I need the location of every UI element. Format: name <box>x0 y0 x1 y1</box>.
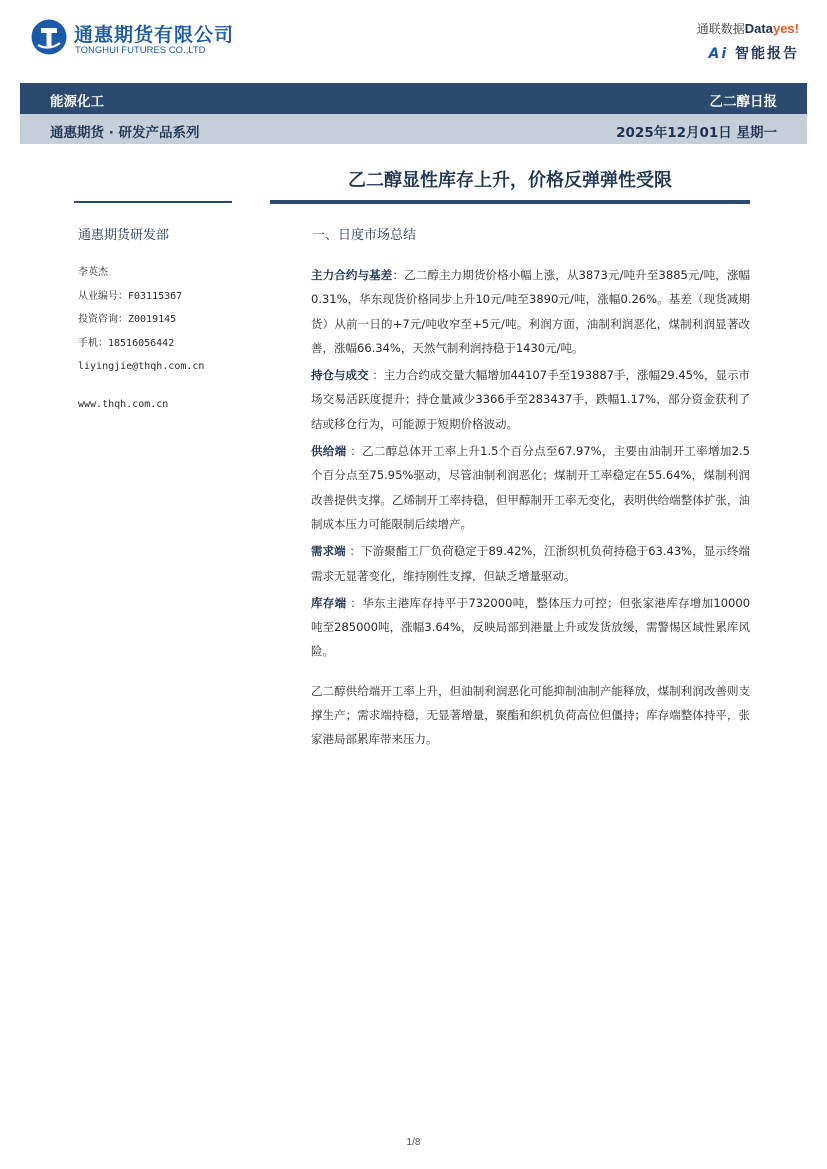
brand-prefix: 通联数据 <box>696 22 745 36</box>
tonghui-logo-icon <box>30 18 68 56</box>
brand-data: Data <box>744 21 773 36</box>
ai-report-label <box>639 43 799 63</box>
paragraph-label: 持仓与成交 <box>311 368 369 383</box>
paragraph-contract-basis <box>311 263 750 360</box>
page-number: 1/8 <box>406 1137 421 1148</box>
email-link[interactable]: liyingjie@thqh.com.cn <box>78 361 205 372</box>
paragraph-label: 主力合约与基差 <box>311 268 393 282</box>
paragraph-text: ：乙二醇主力期货价格小幅上涨，从3873元/吨升至3885元/吨，涨幅0.31%，华东现货价格同步上升10元/吨至3890元/吨，涨幅0.26%。基差（现货减期货）从前一日的+7元/吨收窄至+5元/吨。利润方面，油制利润恶化，煤制利润显著改善，涨幅66.34%，天然气制利润持稳于1430元/吨。 <box>311 268 751 355</box>
consult-number: 投资咨询：Z0019145 <box>78 314 177 325</box>
department-name: 通惠期货研发部 <box>78 228 170 243</box>
datayes-brand <box>639 20 799 63</box>
summary-paragraph: 乙二醇供给端开工率上升，但油制利润恶化可能抑制油制产能释放，煤制利润改善则支撑生产；需求端持稳，无显著增量，聚酯和织机负荷高位但僵持；库存端整体持平，张家港局部累库带来压力。 <box>311 683 750 747</box>
category-band <box>20 83 807 114</box>
paragraph-text: ：乙二醇总体开工率上升1.5个百分点至67.97%，主要由油制开工率增加2.5个百分点至75.95%驱动，尽管油制利润恶化；煤制开工率稳定在55.64%，煤制利润改善提供支撑。乙烯制开工率持稳，但甲醇制开工率无变化，表明供给端整体扩张，油制成本压力可能限制后续增产。 <box>311 444 750 531</box>
datayes-logo <box>639 20 799 37</box>
category-label: 能源化工 <box>50 94 104 110</box>
sidebar-divider <box>74 201 232 203</box>
company-logo <box>30 18 235 58</box>
paragraph-demand <box>311 539 750 588</box>
paragraph-label: 库存端 <box>311 595 347 610</box>
paragraph-label: 需求端 <box>311 544 346 559</box>
paragraph-position-volume <box>311 363 750 436</box>
company-name-cn: 通惠期货有限公司 <box>74 24 235 46</box>
report-type-label: 乙二醇日报 <box>709 94 777 110</box>
market-summary <box>311 263 750 755</box>
paragraph-text: ：主力合约成交量大幅增加44107手至193887手，涨幅29.45%，显示市场交易活跃度提升；持仓量减少3366手至283437手，跌幅1.17%，部分资金获利了结或移仓行为，可能源于短期价格波动。 <box>311 368 750 431</box>
license-number: 从业编号：F03115367 <box>78 290 183 302</box>
report-date: 2025年12月01日 星期一 <box>616 125 777 141</box>
paragraph-label: 供给端 <box>311 444 347 459</box>
analyst-name: 李英杰 <box>78 267 108 278</box>
brand-report: 智能报告 <box>735 46 799 62</box>
paragraph-supply <box>311 439 750 536</box>
company-name-en: TONGHUI FUTURES CO.,LTD <box>75 45 206 56</box>
paragraph-text: ：华东主港库存持平于732000吨，整体压力可控；但张家港库存增加10000吨至285000吨，涨幅3.64%，反映局部到港量上升或发货放缓，需警惕区域性累库风险。 <box>311 595 751 659</box>
brand-yes: yes! <box>772 21 799 36</box>
document-title: 乙二醇显性库存上升，价格反弹弹性受限 <box>348 170 672 191</box>
author-sidebar <box>78 224 258 416</box>
series-label: 通惠期货 · 研发产品系列 <box>50 125 200 141</box>
paragraph-inventory <box>311 591 750 664</box>
title-divider <box>270 200 750 204</box>
phone-number: 手机：18516056442 <box>78 337 175 349</box>
website-link[interactable]: www.thqh.com.cn <box>78 398 169 410</box>
brand-ai: Ai <box>708 46 729 62</box>
section-heading: 一、日度市场总结 <box>312 228 417 243</box>
paragraph-text: ：下游聚酯工厂负荷稳定于89.42%，江浙织机负荷持稳于63.43%，显示终端需求无显著变化，维持刚性支撑，但缺乏增量驱动。 <box>311 544 750 583</box>
series-band <box>20 114 807 144</box>
